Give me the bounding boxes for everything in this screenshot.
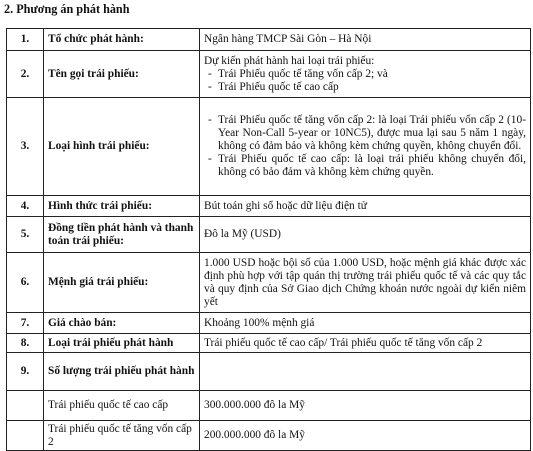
row-value — [200, 353, 531, 391]
row-value: 300.000.000 đô la Mỹ — [200, 391, 531, 421]
row-number: 9. — [7, 353, 44, 391]
row-value: Khoảng 100% mệnh giá — [200, 313, 531, 334]
table-row — [7, 391, 531, 421]
table-row — [7, 334, 531, 353]
row-value: Ngân hàng TMCP Sài Gòn – Hà Nội — [200, 29, 531, 51]
row-value: 200.000.000 đô la Mỹ — [200, 421, 531, 451]
table-row — [7, 196, 531, 217]
row-value: 1.000 USD hoặc bội số của 1.000 USD, hoặc mệnh giá khác được xác định phù hợp với tập quán thị trường trái phiếu quốc tế và các quy tắc và quy định của Sở Giao dịch Chứng khoán nước ngoài dự kiến niêm yết — [200, 253, 531, 313]
row-label: Số lượng trái phiếu phát hành — [44, 353, 200, 391]
table-row — [7, 353, 531, 391]
table-row — [7, 29, 531, 51]
row-number: 8. — [7, 334, 44, 353]
row-label: Trái phiếu quốc tế tăng vốn cấp 2 — [44, 421, 200, 451]
list-item — [204, 153, 526, 179]
row-number: 7. — [7, 313, 44, 334]
list-item-text: Trái Phiếu quốc tế tăng vốn cấp 2; và — [218, 67, 388, 80]
list-item-text: Trái Phiếu quốc tế tăng vốn cấp 2: là loại Trái phiếu vốn cấp 2 (10-Year Non-Call 5-year or 10NC5), được mua lại sau 5 năm 1 ngày, không có đảm bảo và không kèm chứng quyền, không chuyển đổi. — [218, 114, 526, 152]
row-label: Loại trái phiếu phát hành — [44, 334, 200, 353]
table-row — [7, 98, 531, 196]
row-number: 6. — [7, 253, 44, 313]
table-row — [7, 253, 531, 313]
list-item — [204, 114, 526, 153]
bond-issuance-table — [6, 28, 531, 451]
row-label: Trái phiếu quốc tế cao cấp — [44, 391, 200, 421]
table-row — [7, 313, 531, 334]
row-label: Giá chào bán: — [44, 313, 200, 334]
table-row — [7, 217, 531, 253]
row-label: Loại hình trái phiếu: — [44, 98, 200, 196]
bullet-mark: - — [208, 80, 212, 93]
list-item-text: Trái Phiếu quốc tế cao cấp: là loại trái phiếu không chuyển đổi, không có bảo đảm và không kèm chứng quyền. — [218, 153, 526, 178]
row-label: Tên gọi trái phiếu: — [44, 51, 200, 98]
row-number: 3. — [7, 98, 44, 196]
row-number: 4. — [7, 196, 44, 217]
row-value: Trái phiếu quốc tế cao cấp/ Trái phiếu quốc tế tăng vốn cấp 2 — [200, 334, 531, 353]
row-value — [200, 98, 531, 196]
row-value: Bút toán ghi sổ hoặc dữ liệu điện tử — [200, 196, 531, 217]
row-intro: Dự kiến phát hành hai loại trái phiếu: — [204, 54, 375, 67]
row-label: Hình thức trái phiếu: — [44, 196, 200, 217]
bullet-mark: - — [208, 114, 212, 126]
row-value: Đô la Mỹ (USD) — [200, 217, 531, 253]
section-title: 2. Phương án phát hành — [4, 2, 130, 16]
row-number — [7, 391, 44, 421]
row-label: Mệnh giá trái phiếu: — [44, 253, 200, 313]
row-number: 1. — [7, 29, 44, 51]
bullet-mark: - — [208, 67, 212, 80]
list-item-text: Trái Phiếu quốc tế cao cấp — [218, 80, 339, 93]
table-row — [7, 51, 531, 98]
row-number: 2. — [7, 51, 44, 98]
list-item — [204, 68, 526, 81]
row-number: 5. — [7, 217, 44, 253]
row-label: Tổ chức phát hành: — [44, 29, 200, 51]
row-label: Đồng tiền phát hành và thanh toán trái phiếu: — [44, 217, 200, 253]
bullet-mark: - — [208, 153, 212, 165]
table-row — [7, 421, 531, 451]
list-item — [204, 81, 526, 94]
row-value — [200, 51, 531, 98]
row-number — [7, 421, 44, 451]
